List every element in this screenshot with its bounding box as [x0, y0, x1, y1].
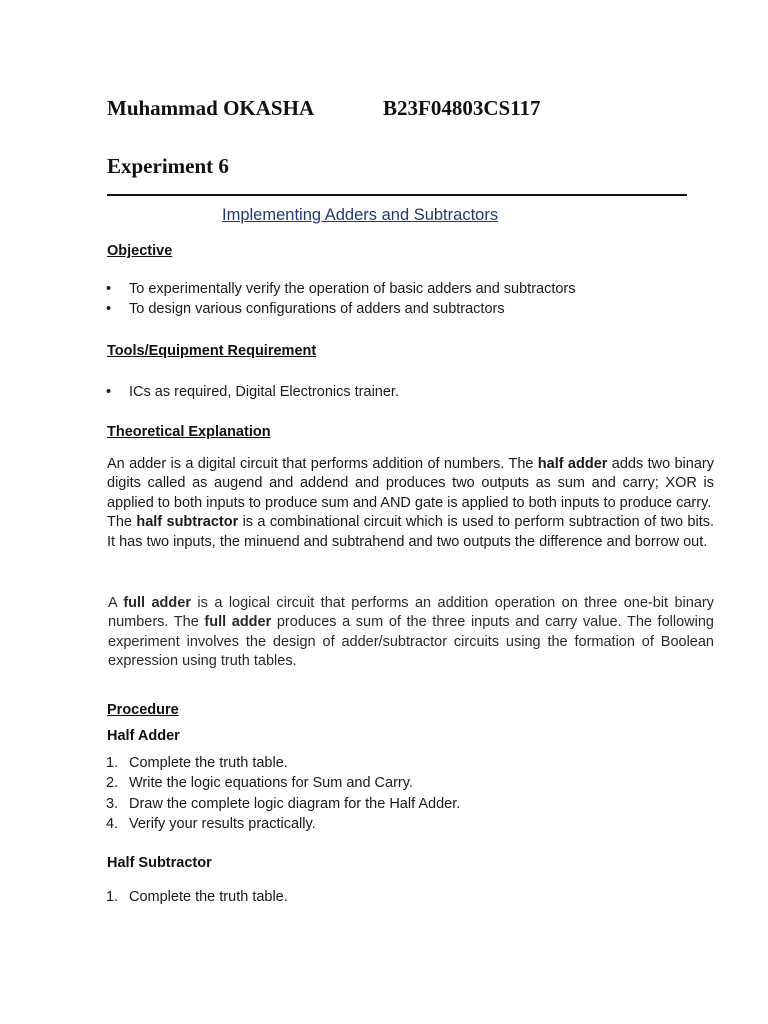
- objective-item: To experimentally verify the operation of basic adders and subtractors: [129, 281, 576, 297]
- step-number: 2.: [106, 775, 119, 791]
- half-adder-heading: Half Adder: [107, 728, 180, 744]
- theory-paragraph: An adder is a digital circuit that performs addition of numbers. The half adder adds two binary digits called as augend and addend and produces two outputs as sum and carry; XOR is applied to both inputs to produce sum and AND gate is applied to both inputs to produce carry. The half subtractor is a combinational circuit which is used to perform subtraction of two bits. It has two inputs, the minuend and subtrahend and two outputs the difference and borrow out.: [107, 456, 715, 550]
- tools-item: ICs as required, Digital Electronics trainer.: [129, 384, 399, 400]
- theory-paragraph-full-adder: A full adder is a logical circuit that performs an addition operation on three one-bit binary numbers. The full adder produces a sum of the three inputs and carry value. The following experiment involves the design of adder/subtractor circuits using the formation of Boolean expression using truth tables.: [108, 595, 714, 670]
- procedure-heading: Procedure: [107, 702, 179, 718]
- experiment-number: Experiment 6: [107, 154, 229, 178]
- theory-heading: Theoretical Explanation: [107, 424, 271, 440]
- step-number: 1.: [106, 889, 119, 905]
- page-title: Implementing Adders and Subtractors: [222, 206, 499, 224]
- step-number: 1.: [106, 755, 119, 771]
- header-rule: [107, 194, 687, 196]
- student-id: B23F04803CS117: [383, 96, 541, 120]
- bullet-icon: •: [106, 301, 112, 317]
- bullet-icon: •: [106, 281, 112, 297]
- half-subtractor-step: Complete the truth table.: [129, 889, 288, 905]
- objective-item: To design various configurations of adders and subtractors: [129, 301, 505, 317]
- half-subtractor-heading: Half Subtractor: [107, 855, 212, 871]
- objective-heading: Objective: [107, 243, 173, 259]
- half-adder-step: Complete the truth table.: [129, 755, 288, 771]
- half-adder-step: Draw the complete logic diagram for the Half Adder.: [129, 796, 461, 812]
- step-number: 4.: [106, 816, 119, 832]
- half-adder-step: Write the logic equations for Sum and Carry.: [129, 775, 413, 791]
- half-adder-step: Verify your results practically.: [129, 816, 316, 832]
- bullet-icon: •: [106, 384, 112, 400]
- tools-heading: Tools/Equipment Requirement: [107, 343, 317, 359]
- student-name: Muhammad OKASHA: [107, 96, 315, 120]
- step-number: 3.: [106, 796, 119, 812]
